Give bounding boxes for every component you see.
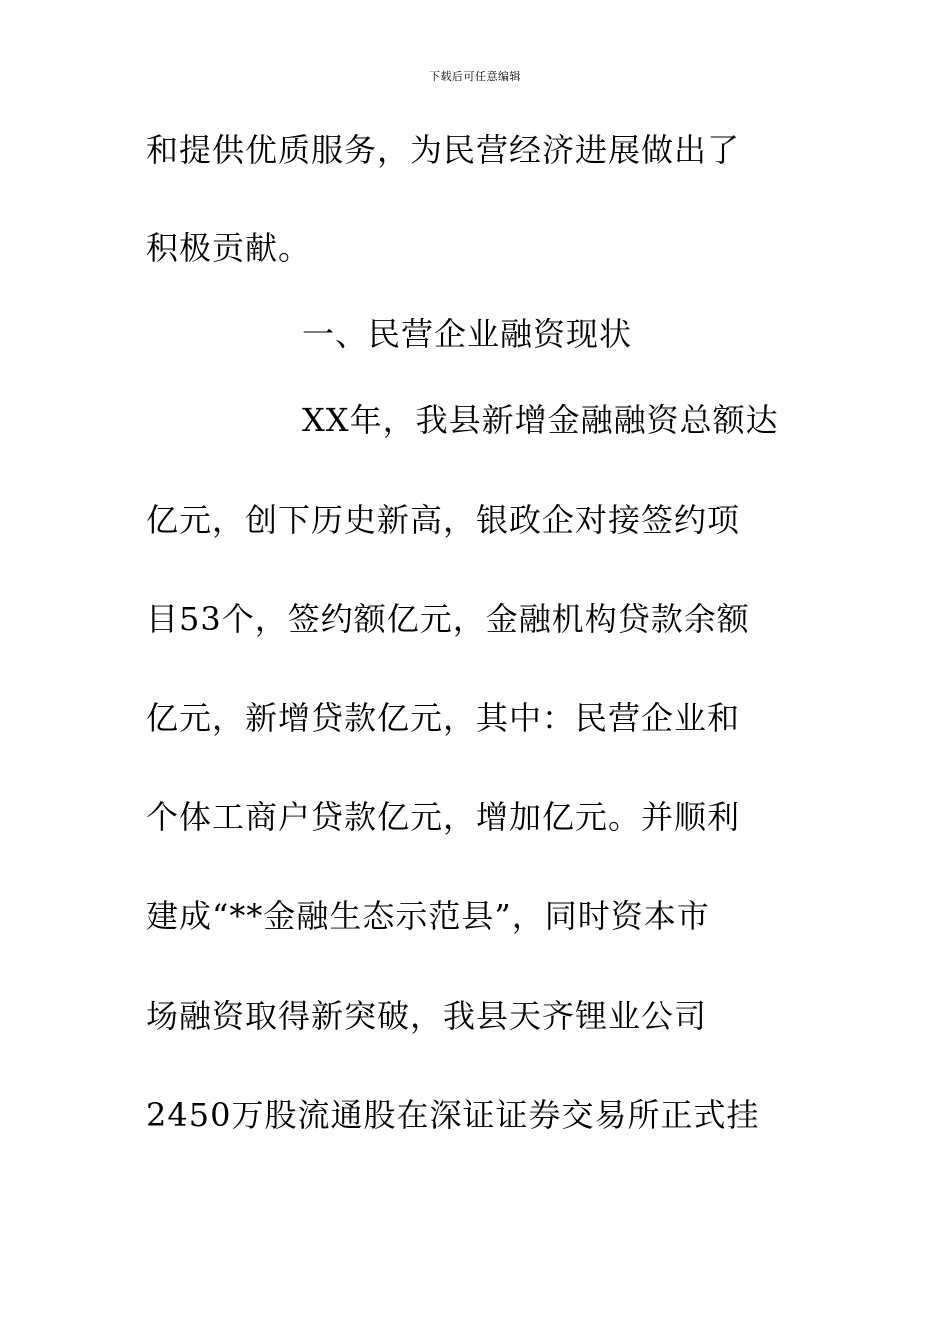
paragraph-line: 建成“**金融生态示范县”，同时资本市 <box>146 897 710 935</box>
section-heading: 一、民营企业融资现状 <box>302 315 633 353</box>
paragraph-line: 目53个，签约额亿元，金融机构贷款余额 <box>146 600 750 638</box>
paragraph-line: 积极贡献。 <box>146 229 312 267</box>
paragraph-line: 亿元，新增贷款亿元，其中：民营企业和 <box>146 699 741 737</box>
paragraph-line: 场融资取得新突破，我县天齐锂业公司 <box>146 997 708 1035</box>
paragraph-line: 亿元，创下历史新高，银政企对接签约项 <box>146 501 741 539</box>
paragraph-line: 2450万股流通股在深证证券交易所正式挂 <box>146 1096 760 1134</box>
page-header: 下载后可任意编辑 <box>429 70 521 83</box>
paragraph-line: 和提供优质服务，为民营经济进展做出了 <box>146 131 741 169</box>
paragraph-line: XX年，我县新增金融融资总额达 <box>302 401 779 439</box>
paragraph-line: 个体工商户贷款亿元，增加亿元。并顺利 <box>146 798 741 836</box>
